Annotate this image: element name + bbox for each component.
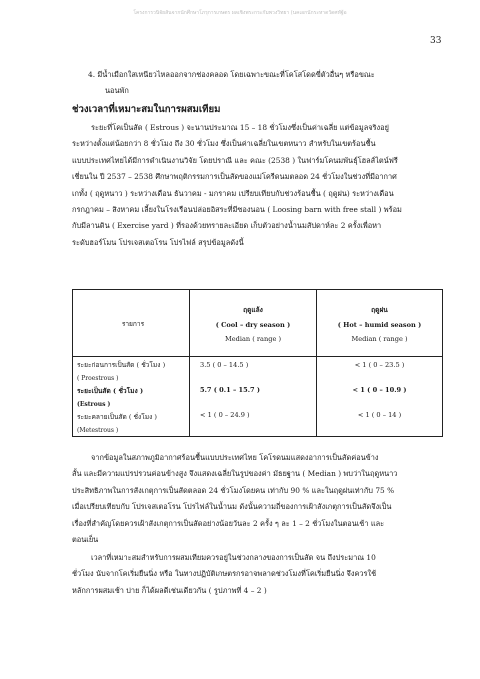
paragraph-line: ประสิทธิภาพในการสังเกตุการเป็นสัดตลอด 24 ชั่วโมงโดยคน เท่ากับ 90 % และในฤดูฝนเท่ากับ 75 % — [72, 485, 395, 495]
row-label: ระยะก่อนการเป็นสัด ( ชั่วโมง ) — [77, 361, 166, 369]
paragraph-line: สั้น และมีความแปรปรวนค่อนข้างสูง จึงแสดงเฉลี่ยในรูปของค่า มัธยฐาน ( Median ) พบว่าในฤดูหนาว — [72, 469, 398, 479]
wet-season-name: ฤดูฝน — [371, 305, 388, 314]
paragraph-line: ตอนเย็น — [72, 535, 99, 545]
row-sublabel: (Metestrous ) — [77, 427, 119, 434]
median-label: Median ( range ) — [224, 334, 282, 343]
wet-season-sub: ( Hot – humid season ) — [337, 320, 422, 329]
paragraph-line: ระดับฮอร์โมน โปรเจสเตอโรน โปรไฟล์ สรุปข้อมูลดังนี้ — [72, 237, 244, 247]
row-label-cell — [73, 409, 190, 437]
dry-season-sub: ( Cool – dry season ) — [215, 320, 291, 329]
wet-value: < 1 ( 0 – 14 ) — [317, 409, 443, 437]
paragraph-tropical-observation — [72, 450, 434, 548]
paragraph-line: จากข้อมูลในสภาพภูมิอากาศร้อนชื้นแบบประเทศไทย โคโรดนมแสดงอาการเป็นสัดค่อนข้าง — [91, 453, 379, 462]
paragraph-line: ชั่วโมง นับจากโคเริ่มยืนนิ่ง หรือ ในทางปฏิบัติเกษตรกรอาจพลาดช่วงโมงที่โคเริ่มยืนนิ่ง จึงควรใช้ — [72, 569, 377, 579]
row-label-cell — [73, 357, 190, 385]
column-header-wet — [317, 290, 443, 357]
row-sublabel: ( Proestrous ) — [77, 375, 119, 382]
table-row — [73, 384, 443, 409]
paragraph-line: กับมีลานดิน ( Exercise yard ) ที่รองด้วยทรายละเอียด เก็บตัวอย่างน้ำนมสัปดาห์ละ 2 ครั้งเพื่อหา — [72, 221, 382, 231]
paragraph-insemination-timing — [72, 550, 434, 599]
dry-value: 3.5 ( 0 – 14.5 ) — [190, 357, 317, 385]
median-label: Median ( range ) — [351, 334, 408, 343]
table-row — [73, 357, 443, 385]
column-header-item: รายการ — [73, 290, 190, 357]
wet-value: < 1 ( 0 – 10.9 ) — [317, 384, 443, 409]
paragraph-line: หลักการผสมเช้า บ่าย ก็ได้ผลดีเช่นเดียวกัน ( รูปภาพที่ 4 – 2 ) — [72, 585, 267, 595]
paragraph-line: เชี่ยนใน ปี 2537 – 2538 ศึกษาพฤติกรรมการเป็นสัดของแม่โครีดนมตลอด 24 ชั่วโมงในช่วงที่มีอากาศ — [72, 172, 397, 182]
row-sublabel: (Estrous ) — [77, 401, 111, 408]
dry-value: < 1 ( 0 – 24.9 ) — [190, 409, 317, 437]
dry-value: 5.7 ( 0.1 – 15.7 ) — [190, 384, 317, 409]
dry-season-name: ฤดูแล้ง — [243, 305, 263, 314]
paragraph-line: เกทั้ง ( ฤดูหนาว ) ระหว่างเดือน ธันวาคม - มกราคม เปรียบเทียบกับช่วงร้อนชื้น ( ฤดูฝน) ระหว่างเดือน — [72, 188, 394, 198]
list-item-4 — [88, 67, 434, 100]
paragraph-line: เมื่อเปรียบเทียบกับ โปรเจสเตอโรน โปรไฟล์ในน้ำนม ดังนั้นความถี่ของการเฝ้าสังเกตุการเป็นสัดจึงเป็น — [72, 502, 392, 512]
paragraph-line: ระหว่างตั้งแต่น้อยกว่า 8 ชั่วโมง ถึง 30 ชั่วโมง ซึ่งเป็นค่าเฉลี่ยในเขตหนาว สำหรับในเขตร้อนชื้น — [72, 139, 376, 149]
page-number: 33 — [430, 36, 442, 46]
paragraph-line: กรกฎาคม – สิงหาคม เลี้ยงในโรงเรือนปล่อยอิสระที่มีซองนอน ( Loosing barn with free stall ) พร้อม — [72, 205, 402, 215]
estrous-table — [72, 289, 443, 437]
row-label-cell — [73, 384, 190, 409]
paragraph-estrous-duration — [72, 120, 434, 251]
row-label: ระยะคลายเป็นสัด ( ชั่งโมง ) — [77, 413, 157, 421]
paragraph-line: ระยะที่โคเป็นสัด ( Estrous ) จะนานประมาณ 15 – 18 ชั่วโมงซึ่งเป็นค่าเฉลี่ย แต่ข้อมูลจริงอยู่ — [91, 123, 389, 132]
column-header-dry — [190, 290, 317, 357]
wet-value: < 1 ( 0 – 23.5 ) — [317, 357, 443, 385]
paragraph-line: เรื่องที่สำคัญโดยควรเฝ้าสังเกตุการเป็นสัดอย่างน้อยวันละ 2 ครั้ง ๆ ละ 1 – 2 ชั่วโมงในตอนเช้า และ — [72, 518, 385, 528]
paragraph-line: แบบประเทศไทยได้มีการดำเนินงานวิจัย โดยปราณี และ คณะ (2538 ) ในฟาร์มโคนมพันธุ์โฮลส์ไตน์ฟรี — [72, 155, 398, 165]
section-heading: ช่วงเวลาที่เหมาะสมในการผสมเทียม — [72, 104, 221, 115]
running-header: โครงการวนิจัยสันจากนักศึกษาโภรุการเกษตร ผลเชิงพระกระกัมพวงวิทยา (นคเอกนักระหาดวัดศหัฐ้อ — [133, 10, 347, 16]
row-label: ระยะเป็นสัด ( ชั่วโมง ) — [77, 387, 144, 395]
list-item-line: นอนพัก — [105, 86, 129, 96]
table-row — [73, 409, 443, 437]
paragraph-line: เวลาที่เหมาะสมสำหรับการผสมเทียมควรอยู่ในช่วงกลางของการเป็นสัด จน ถึงประมาณ 10 — [91, 553, 376, 562]
table-header-row — [73, 290, 443, 357]
list-item-line: 4. มีน้ำเมือกใสเหนียวไหลออกจากช่องคลอด โดยเฉพาะขณะที่โคโสโดดขี่ตัวอื่นๆ หรือขณะ — [88, 70, 375, 79]
